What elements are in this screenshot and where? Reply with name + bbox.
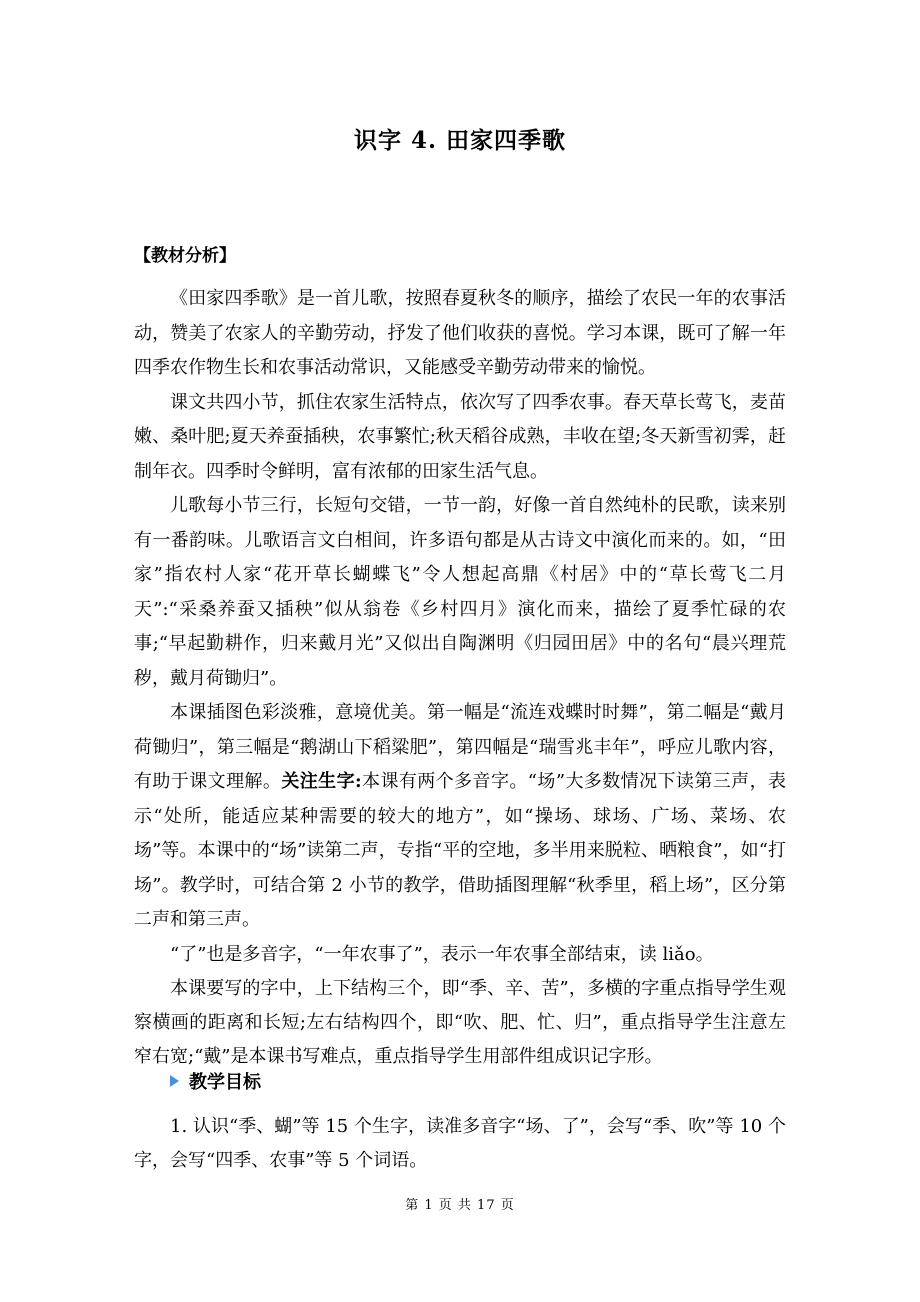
page-footer: 第 1 页 共 17 页: [405, 1198, 515, 1213]
analysis-body: [134, 282, 786, 1074]
paragraph-le: “了”也是多音字，“一年农事了”，表示一年农事全部结束，读 liǎo。: [170, 943, 714, 965]
illustration-text-before: 本课插图色彩淡雅，意境优美。第一幅是“流连戏蝶时时舞”，第二幅是“戴月荷锄归”，第三幅是“鹅湖山下稻粱肥”，第四幅是“瑞雪兆丰年”，呼应儿歌内容，有助于课文理解。: [134, 702, 786, 792]
focus-characters-label: 关注生字:: [281, 771, 362, 792]
paragraph-illustration: [134, 696, 786, 938]
illustration-text-after: 本课有两个多音字。“场”大多数情况下读第三声，表示“处所，能适应某种需要的较大的地方”，如“操场、球场、广场、菜场、农场”等。本课中的“场”读第二声，专指“平的空地，多半用来脱粒、晒粮食”，如“打场”。教学时，可结合第 2 小节的教学，借助插图理解“秋季里，稻上场”，区分第二声和第三声。: [134, 771, 787, 930]
page-title: 识字 4. 田家四季歌: [353, 127, 567, 154]
goals-body: [134, 1110, 786, 1178]
goals-heading: 教学目标: [189, 1072, 261, 1093]
goals-heading-row: [170, 1068, 261, 1094]
analysis-heading: 【教材分析】: [134, 246, 236, 266]
paragraph-language: 儿歌每小节三行，长短句交错，一节一韵，好像一首自然纯朴的民歌，读来别有一番韵味。儿歌语言文白相间，许多语句都是从古诗文中演化而来的。如，“田家”指农村人家“花开草长蝴蝶飞”令人想起高鼎《村居》中的“草长莺飞二月天”:“采桑养蚕又插秧”似从翁卷《乡村四月》演化而来，描绘了夏季忙碌的农事;“早起勤耕作，归来戴月光”又似出自陶渊明《归园田居》中的名句“晨兴理荒秽，戴月荷锄归”。: [134, 495, 786, 689]
paragraph-structure: 课文共四小节，抓住农家生活特点，依次写了四季农事。春天草长莺飞，麦苗嫩、桑叶肥;夏天养蚕插秧，农事繁忙;秋天稻谷成熟，丰收在望;冬天新雪初霁，赶制年衣。四季时令鲜明，富有浓郁的田家生活气息。: [134, 391, 786, 482]
paragraph-writing: 本课要写的字中，上下结构三个，即“季、辛、苦”，多横的字重点指导学生观察横画的距离和长短;左右结构四个，即“吹、肥、忙、归”，重点指导学生注意左窄右宽;“戴”是本课书写难点，重点指导学生用部件组成识记字形。: [134, 978, 786, 1067]
goal-item: 1. 认识“季、蝴”等 15 个生字，读准多音字“场、了”，会写“季、吹”等 10 个字，会写“四季、农事”等 5 个词语。: [134, 1116, 786, 1171]
paragraph-intro: 《田家四季歌》是一首儿歌，按照春夏秋冬的顺序，描绘了农民一年的农事活动，赞美了农家人的辛勤劳动，抒发了他们收获的喜悦。学习本课，既可了解一年四季农作物生长和农事活动常识，又能感受辛勤劳动带来的愉悦。: [134, 288, 786, 378]
triangle-bullet-icon: [170, 1075, 179, 1087]
